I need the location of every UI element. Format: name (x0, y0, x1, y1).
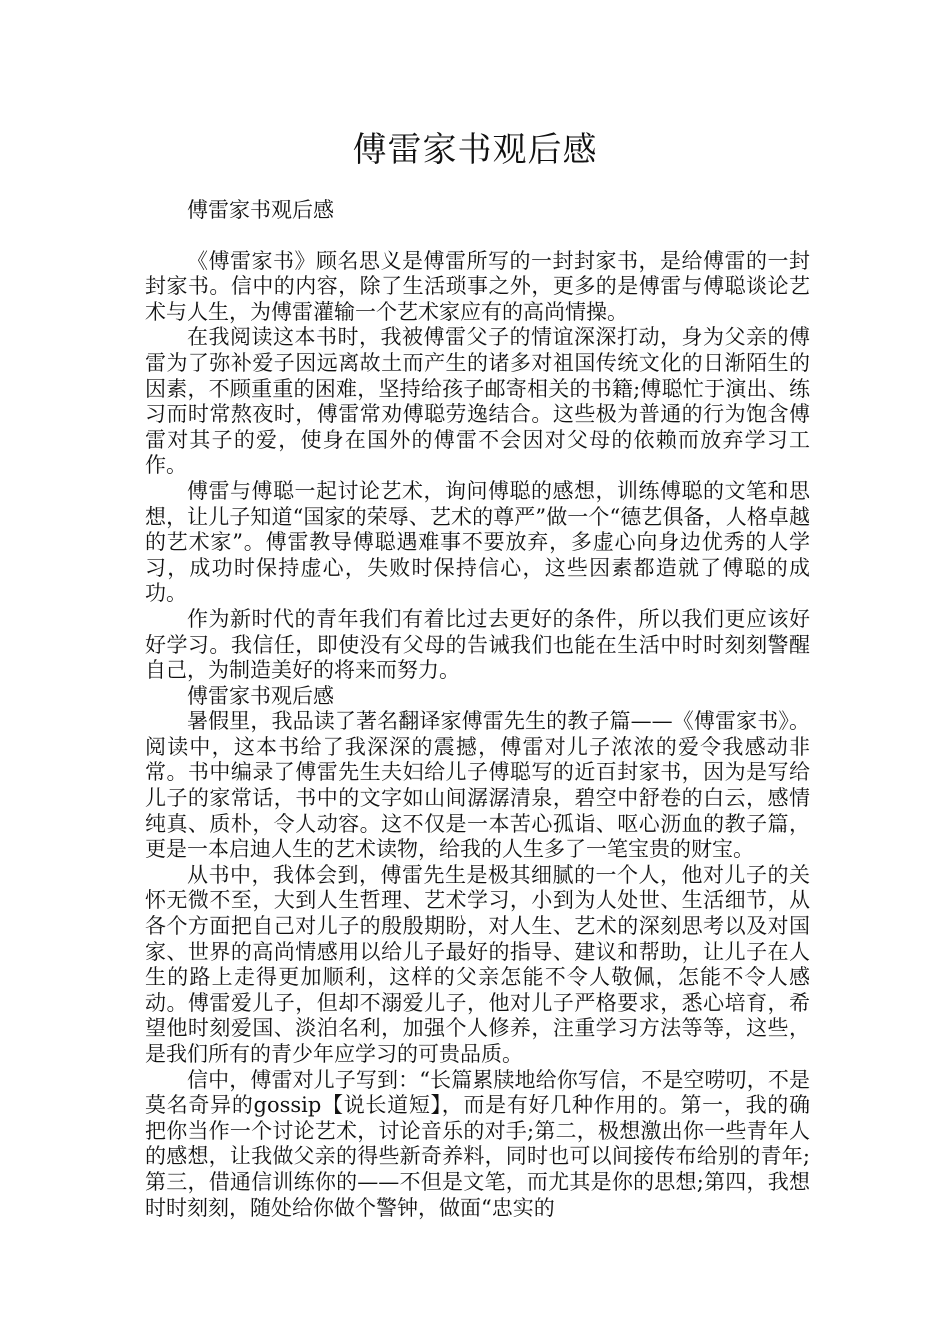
document-body (145, 198, 810, 1221)
paragraph: 信中，傅雷对儿子写到：“长篇累牍地给你写信，不是空唠叨，不是莫名奇异的gossip【说长道短】，而是有好几种作用的。第一，我的确把你当作一个讨论艺术，讨论音乐的对手;第二，极想激出你一些青年人的感想，让我做父亲的得些新奇养料，同时也可以间接传布给别的青年;第三，借通信训练你的——不但是文笔，而尤其是你的思想;第四，我想时时刻刻，随处给你做个警钟，做面“忠实的 (145, 1067, 810, 1220)
paragraph: 从书中，我体会到，傅雷先生是极其细腻的一个人，他对儿子的关怀无微不至，大到人生哲理、艺术学习，小到为人处世、生活细节，从各个方面把自己对儿子的殷殷期盼，对人生、艺术的深刻思考以及对国家、世界的高尚情感用以给儿子最好的指导、建议和帮助，让儿子在人生的路上走得更加顺利，这样的父亲怎能不令人敬佩，怎能不令人感动。傅雷爱儿子，但却不溺爱儿子，他对儿子严格要求，悉心培育，希望他时刻爱国、淡泊名利，加强个人修养，注重学习方法等等，这些，是我们所有的青少年应学习的可贵品质。 (145, 862, 810, 1066)
document-title: 傅雷家书观后感 (352, 130, 598, 170)
paragraph: 暑假里，我品读了著名翻译家傅雷先生的教子篇——《傅雷家书》。阅读中，这本书给了我深深的震撼，傅雷对儿子浓浓的爱令我感动非常。书中编录了傅雷先生夫妇给儿子傅聪写的近百封家书，因为是写给儿子的家常话，书中的文字如山间潺潺清泉，碧空中舒卷的白云，感情纯真、质朴，令人动容。这不仅是一本苦心孤诣、呕心沥血的教子篇，更是一本启迪人生的艺术读物，给我的人生多了一笔宝贵的财宝。 (145, 709, 810, 862)
paragraph: 傅雷与傅聪一起讨论艺术，询问傅聪的感想，训练傅聪的文笔和思想，让儿子知道“国家的荣辱、艺术的尊严”做一个“德艺俱备，人格卓越的艺术家”。傅雷教导傅聪遇难事不要放弃，多虚心向身边优秀的人学习，成功时保持虚心，失败时保持信心，这些因素都造就了傅聪的成功。 (145, 478, 810, 606)
section-heading: 傅雷家书观后感 (187, 683, 334, 708)
paragraph: 《傅雷家书》顾名思义是傅雷所写的一封封家书，是给傅雷的一封封家书。信中的内容，除了生活琐事之外，更多的是傅雷与傅聪谈论艺术与人生，为傅雷灌输一个艺术家应有的高尚情操。 (145, 248, 810, 324)
paragraph: 作为新时代的青年我们有着比过去更好的条件，所以我们更应该好好学习。我信任，即使没有父母的告诫我们也能在生活中时时刻刻警醒自己，为制造美好的将来而努力。 (145, 606, 810, 683)
document-subtitle: 傅雷家书观后感 (187, 198, 334, 222)
paragraph: 在我阅读这本书时，我被傅雷父子的情谊深深打动，身为父亲的傅雷为了弥补爱子因远离故土而产生的诸多对祖国传统文化的日渐陌生的因素，不顾重重的困难，坚持给孩子邮寄相关的书籍;傅聪忙于演出、练习而时常熬夜时，傅雷常劝傅聪劳逸结合。这些极为普通的行为饱含傅雷对其子的爱，使身在国外的傅雷不会因对父母的依赖而放弃学习工作。 (145, 325, 810, 478)
